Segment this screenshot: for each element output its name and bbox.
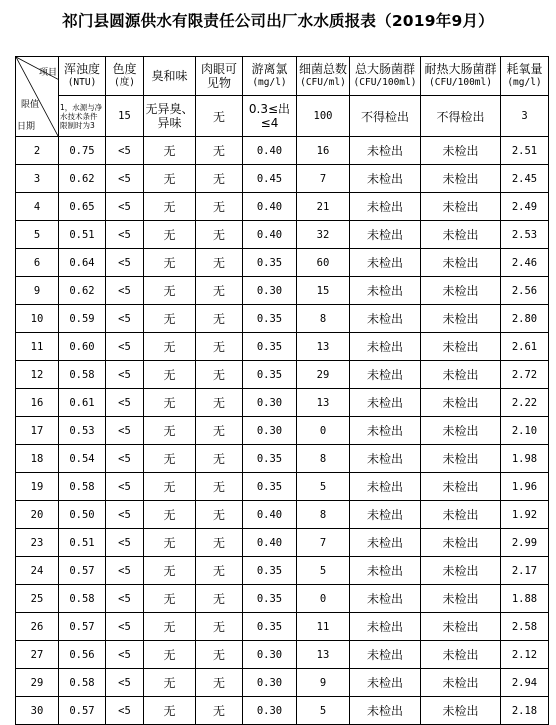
value-cell: 21 xyxy=(297,193,350,221)
value-cell: 未检出 xyxy=(421,249,501,277)
date-cell: 16 xyxy=(16,389,59,417)
value-cell: 2.22 xyxy=(501,389,549,417)
value-cell: 13 xyxy=(297,641,350,669)
value-cell: 未检出 xyxy=(350,641,421,669)
value-cell: 无 xyxy=(196,165,243,193)
value-cell: 2.45 xyxy=(501,165,549,193)
value-cell: 未检出 xyxy=(421,529,501,557)
column-header xyxy=(144,57,196,96)
value-cell: 0.30 xyxy=(243,277,297,305)
value-cell: 0.35 xyxy=(243,305,297,333)
value-cell: 0.61 xyxy=(59,389,106,417)
column-header-name: 耐热大肠菌群 xyxy=(424,62,497,76)
table-row xyxy=(16,193,549,221)
column-header xyxy=(421,57,501,96)
value-cell: 0.64 xyxy=(59,249,106,277)
value-cell: 无 xyxy=(196,501,243,529)
value-cell: <5 xyxy=(106,305,144,333)
value-cell: 0.57 xyxy=(59,557,106,585)
value-cell: 未检出 xyxy=(350,249,421,277)
table-row xyxy=(16,473,549,501)
table-row xyxy=(16,501,549,529)
column-header-name: 色度 xyxy=(112,62,137,76)
value-cell: 15 xyxy=(297,277,350,305)
limit-cell: 1，水源与净水技术条件限制时为3 xyxy=(59,96,106,137)
value-cell: <5 xyxy=(106,613,144,641)
value-cell: 0.62 xyxy=(59,277,106,305)
value-cell: 0.51 xyxy=(59,221,106,249)
value-cell: <5 xyxy=(106,529,144,557)
value-cell: <5 xyxy=(106,585,144,613)
value-cell: 0.35 xyxy=(243,613,297,641)
value-cell: 2.12 xyxy=(501,641,549,669)
value-cell: 无 xyxy=(144,333,196,361)
column-header-unit: (mg/l) xyxy=(252,77,287,88)
value-cell: 2.51 xyxy=(501,137,549,165)
column-header-unit: (CFU/100ml) xyxy=(429,77,492,88)
value-cell: <5 xyxy=(106,249,144,277)
value-cell: 0.58 xyxy=(59,473,106,501)
value-cell: 无 xyxy=(144,305,196,333)
date-cell: 25 xyxy=(16,585,59,613)
value-cell: 未检出 xyxy=(350,697,421,725)
value-cell: 无 xyxy=(144,585,196,613)
value-cell: <5 xyxy=(106,361,144,389)
value-cell: 0.59 xyxy=(59,305,106,333)
value-cell: 0.75 xyxy=(59,137,106,165)
value-cell: 未检出 xyxy=(421,613,501,641)
value-cell: 2.10 xyxy=(501,417,549,445)
value-cell: 无 xyxy=(196,613,243,641)
column-header xyxy=(243,57,297,96)
value-cell: 0.30 xyxy=(243,389,297,417)
limit-cell: 无 xyxy=(196,96,243,137)
value-cell: 0.58 xyxy=(59,669,106,697)
column-header-unit: (CFU/100ml) xyxy=(353,77,417,88)
column-header-name: 臭和味 xyxy=(151,69,188,83)
date-cell: 11 xyxy=(16,333,59,361)
column-header xyxy=(350,57,421,96)
value-cell: 0.35 xyxy=(243,445,297,473)
value-cell: 0.30 xyxy=(243,669,297,697)
column-header xyxy=(59,57,106,96)
value-cell: 未检出 xyxy=(421,669,501,697)
value-cell: 0.65 xyxy=(59,193,106,221)
value-cell: 60 xyxy=(297,249,350,277)
value-cell: 无 xyxy=(144,613,196,641)
date-cell: 18 xyxy=(16,445,59,473)
limit-cell: 无异臭、异味 xyxy=(144,96,196,137)
value-cell: 无 xyxy=(144,473,196,501)
value-cell: 13 xyxy=(297,333,350,361)
report-title: 祁门县圆源供水有限责任公司出厂水水质报表（2019年9月） xyxy=(62,12,494,30)
value-cell: <5 xyxy=(106,389,144,417)
value-cell: 未检出 xyxy=(421,277,501,305)
value-cell: 0.40 xyxy=(243,221,297,249)
value-cell: 未检出 xyxy=(421,697,501,725)
table-row xyxy=(16,445,549,473)
date-cell: 17 xyxy=(16,417,59,445)
table-row xyxy=(16,613,549,641)
value-cell: 2.53 xyxy=(501,221,549,249)
limit-cell: 15 xyxy=(106,96,144,137)
date-cell: 27 xyxy=(16,641,59,669)
value-cell: 2.80 xyxy=(501,305,549,333)
value-cell: <5 xyxy=(106,333,144,361)
value-cell: 无 xyxy=(196,249,243,277)
value-cell: 未检出 xyxy=(421,193,501,221)
value-cell: 2.61 xyxy=(501,333,549,361)
value-cell: <5 xyxy=(106,137,144,165)
table-row xyxy=(16,333,549,361)
column-header xyxy=(501,57,549,96)
value-cell: 无 xyxy=(144,417,196,445)
table-row xyxy=(16,697,549,725)
value-cell: 1.98 xyxy=(501,445,549,473)
value-cell: 未检出 xyxy=(421,473,501,501)
value-cell: 8 xyxy=(297,501,350,529)
value-cell: <5 xyxy=(106,445,144,473)
value-cell: 2.46 xyxy=(501,249,549,277)
date-cell: 4 xyxy=(16,193,59,221)
table-row xyxy=(16,249,549,277)
value-cell: 未检出 xyxy=(350,669,421,697)
value-cell: 无 xyxy=(196,557,243,585)
value-cell: 未检出 xyxy=(421,557,501,585)
value-cell: 无 xyxy=(144,697,196,725)
limit-cell: 不得检出 xyxy=(350,96,421,137)
value-cell: 无 xyxy=(144,249,196,277)
column-header xyxy=(196,57,243,96)
value-cell: 0.62 xyxy=(59,165,106,193)
value-cell: 未检出 xyxy=(421,333,501,361)
date-cell: 5 xyxy=(16,221,59,249)
corner-date-label: 日期 xyxy=(17,122,36,132)
value-cell: <5 xyxy=(106,697,144,725)
value-cell: 0.40 xyxy=(243,137,297,165)
value-cell: 无 xyxy=(196,529,243,557)
value-cell: 未检出 xyxy=(350,137,421,165)
value-cell: 0.57 xyxy=(59,613,106,641)
value-cell: <5 xyxy=(106,165,144,193)
value-cell: 未检出 xyxy=(350,221,421,249)
value-cell: 7 xyxy=(297,165,350,193)
value-cell: 未检出 xyxy=(350,501,421,529)
date-cell: 24 xyxy=(16,557,59,585)
water-quality-table xyxy=(15,56,549,725)
table-row xyxy=(16,165,549,193)
column-header-name: 游离氯 xyxy=(251,62,288,76)
column-header-name: 肉眼可 xyxy=(200,62,237,76)
table-row xyxy=(16,669,549,697)
table-row xyxy=(16,641,549,669)
value-cell: <5 xyxy=(106,669,144,697)
value-cell: 无 xyxy=(196,361,243,389)
value-cell: 无 xyxy=(196,445,243,473)
value-cell: 未检出 xyxy=(421,501,501,529)
value-cell: 2.49 xyxy=(501,193,549,221)
column-header-name: 耗氧量 xyxy=(506,62,543,76)
value-cell: 未检出 xyxy=(350,529,421,557)
value-cell: 7 xyxy=(297,529,350,557)
date-cell: 6 xyxy=(16,249,59,277)
column-header-name: 细菌总数 xyxy=(298,62,347,76)
value-cell: 8 xyxy=(297,305,350,333)
value-cell: 无 xyxy=(144,389,196,417)
value-cell: 无 xyxy=(196,417,243,445)
value-cell: 0.35 xyxy=(243,361,297,389)
value-cell: 无 xyxy=(144,277,196,305)
limit-cell: 3 xyxy=(501,96,549,137)
value-cell: 无 xyxy=(144,165,196,193)
value-cell: 0.35 xyxy=(243,333,297,361)
date-cell: 20 xyxy=(16,501,59,529)
value-cell: 未检出 xyxy=(421,389,501,417)
value-cell: 0.35 xyxy=(243,473,297,501)
value-cell: 无 xyxy=(144,529,196,557)
column-header xyxy=(297,57,350,96)
value-cell: 未检出 xyxy=(421,641,501,669)
value-cell: <5 xyxy=(106,417,144,445)
value-cell: 0.50 xyxy=(59,501,106,529)
value-cell: 未检出 xyxy=(350,277,421,305)
table-row xyxy=(16,137,549,165)
value-cell: 0.45 xyxy=(243,165,297,193)
header-row xyxy=(16,57,549,96)
value-cell: 0.58 xyxy=(59,585,106,613)
value-cell: 0.58 xyxy=(59,361,106,389)
value-cell: 2.72 xyxy=(501,361,549,389)
value-cell: 未检出 xyxy=(350,305,421,333)
value-cell: 未检出 xyxy=(421,305,501,333)
value-cell: 0.53 xyxy=(59,417,106,445)
value-cell: 16 xyxy=(297,137,350,165)
value-cell: 无 xyxy=(196,333,243,361)
table-row xyxy=(16,417,549,445)
value-cell: 无 xyxy=(144,361,196,389)
value-cell: 未检出 xyxy=(421,445,501,473)
value-cell: 2.99 xyxy=(501,529,549,557)
value-cell: 0.40 xyxy=(243,193,297,221)
value-cell: 5 xyxy=(297,557,350,585)
value-cell: 11 xyxy=(297,613,350,641)
value-cell: 13 xyxy=(297,389,350,417)
date-cell: 19 xyxy=(16,473,59,501)
value-cell: 未检出 xyxy=(350,165,421,193)
date-cell: 2 xyxy=(16,137,59,165)
column-header-unit: (NTU) xyxy=(67,77,97,88)
value-cell: <5 xyxy=(106,193,144,221)
value-cell: <5 xyxy=(106,641,144,669)
value-cell: 0 xyxy=(297,417,350,445)
table-row xyxy=(16,361,549,389)
value-cell: 0.57 xyxy=(59,697,106,725)
value-cell: 未检出 xyxy=(350,333,421,361)
value-cell: 0 xyxy=(297,585,350,613)
table-row xyxy=(16,277,549,305)
value-cell: 未检出 xyxy=(350,361,421,389)
value-cell: 无 xyxy=(144,669,196,697)
date-cell: 10 xyxy=(16,305,59,333)
value-cell: 1.92 xyxy=(501,501,549,529)
column-header-unit: (mg/l) xyxy=(507,77,542,88)
value-cell: 0.54 xyxy=(59,445,106,473)
value-cell: 未检出 xyxy=(350,473,421,501)
value-cell: 无 xyxy=(144,501,196,529)
value-cell: 未检出 xyxy=(421,165,501,193)
value-cell: 无 xyxy=(196,277,243,305)
value-cell: 5 xyxy=(297,697,350,725)
column-header-unit: 见物 xyxy=(206,76,231,90)
table-row xyxy=(16,585,549,613)
value-cell: 未检出 xyxy=(421,417,501,445)
value-cell: 0.30 xyxy=(243,697,297,725)
column-header-name: 浑浊度 xyxy=(63,62,100,76)
value-cell: 1.96 xyxy=(501,473,549,501)
value-cell: 0.30 xyxy=(243,641,297,669)
value-cell: 2.94 xyxy=(501,669,549,697)
date-cell: 23 xyxy=(16,529,59,557)
value-cell: 未检出 xyxy=(421,221,501,249)
value-cell: 无 xyxy=(196,697,243,725)
value-cell: 0.40 xyxy=(243,501,297,529)
value-cell: <5 xyxy=(106,473,144,501)
value-cell: 0.35 xyxy=(243,249,297,277)
value-cell: 未检出 xyxy=(421,137,501,165)
value-cell: <5 xyxy=(106,277,144,305)
corner-limit-label: 限值 xyxy=(21,100,40,110)
table-row xyxy=(16,529,549,557)
value-cell: 8 xyxy=(297,445,350,473)
value-cell: 无 xyxy=(144,193,196,221)
value-cell: <5 xyxy=(106,557,144,585)
corner-header-cell xyxy=(16,57,59,137)
value-cell: 未检出 xyxy=(350,613,421,641)
value-cell: 0.60 xyxy=(59,333,106,361)
value-cell: 9 xyxy=(297,669,350,697)
value-cell: 未检出 xyxy=(350,389,421,417)
date-cell: 26 xyxy=(16,613,59,641)
value-cell: 未检出 xyxy=(350,193,421,221)
column-header-unit: (度) xyxy=(114,77,135,88)
value-cell: 1.88 xyxy=(501,585,549,613)
limits-row xyxy=(16,96,549,137)
table-row xyxy=(16,305,549,333)
value-cell: 2.18 xyxy=(501,697,549,725)
value-cell: 无 xyxy=(144,557,196,585)
value-cell: <5 xyxy=(106,501,144,529)
date-cell: 12 xyxy=(16,361,59,389)
value-cell: 无 xyxy=(196,305,243,333)
column-header xyxy=(106,57,144,96)
value-cell: 无 xyxy=(196,585,243,613)
value-cell: 0.40 xyxy=(243,529,297,557)
value-cell: 无 xyxy=(144,221,196,249)
value-cell: 未检出 xyxy=(421,585,501,613)
column-header-name: 总大肠菌群 xyxy=(354,62,415,76)
value-cell: 29 xyxy=(297,361,350,389)
date-cell: 3 xyxy=(16,165,59,193)
limit-cell: 0.3≤出≤4 xyxy=(243,96,297,137)
value-cell: 无 xyxy=(144,445,196,473)
value-cell: 无 xyxy=(196,193,243,221)
value-cell: 无 xyxy=(144,641,196,669)
value-cell: 0.56 xyxy=(59,641,106,669)
value-cell: 未检出 xyxy=(350,417,421,445)
value-cell: 2.56 xyxy=(501,277,549,305)
value-cell: 未检出 xyxy=(350,445,421,473)
table-row xyxy=(16,389,549,417)
date-cell: 9 xyxy=(16,277,59,305)
table-row xyxy=(16,557,549,585)
value-cell: 无 xyxy=(196,473,243,501)
limit-cell: 100 xyxy=(297,96,350,137)
value-cell: 0.35 xyxy=(243,557,297,585)
value-cell: 无 xyxy=(196,221,243,249)
column-header-unit: (CFU/ml) xyxy=(300,77,346,88)
value-cell: 32 xyxy=(297,221,350,249)
corner-item-label: 项目 xyxy=(38,68,57,78)
value-cell: 无 xyxy=(196,389,243,417)
value-cell: 无 xyxy=(196,669,243,697)
value-cell: 2.58 xyxy=(501,613,549,641)
value-cell: 0.30 xyxy=(243,417,297,445)
value-cell: 未检出 xyxy=(350,585,421,613)
table-row xyxy=(16,221,549,249)
value-cell: 2.17 xyxy=(501,557,549,585)
value-cell: 无 xyxy=(196,137,243,165)
limit-cell: 不得检出 xyxy=(421,96,501,137)
date-cell: 29 xyxy=(16,669,59,697)
value-cell: 未检出 xyxy=(421,361,501,389)
value-cell: <5 xyxy=(106,221,144,249)
date-cell: 30 xyxy=(16,697,59,725)
value-cell: 0.35 xyxy=(243,585,297,613)
value-cell: 未检出 xyxy=(350,557,421,585)
value-cell: 无 xyxy=(144,137,196,165)
value-cell: 无 xyxy=(196,641,243,669)
value-cell: 5 xyxy=(297,473,350,501)
value-cell: 0.51 xyxy=(59,529,106,557)
